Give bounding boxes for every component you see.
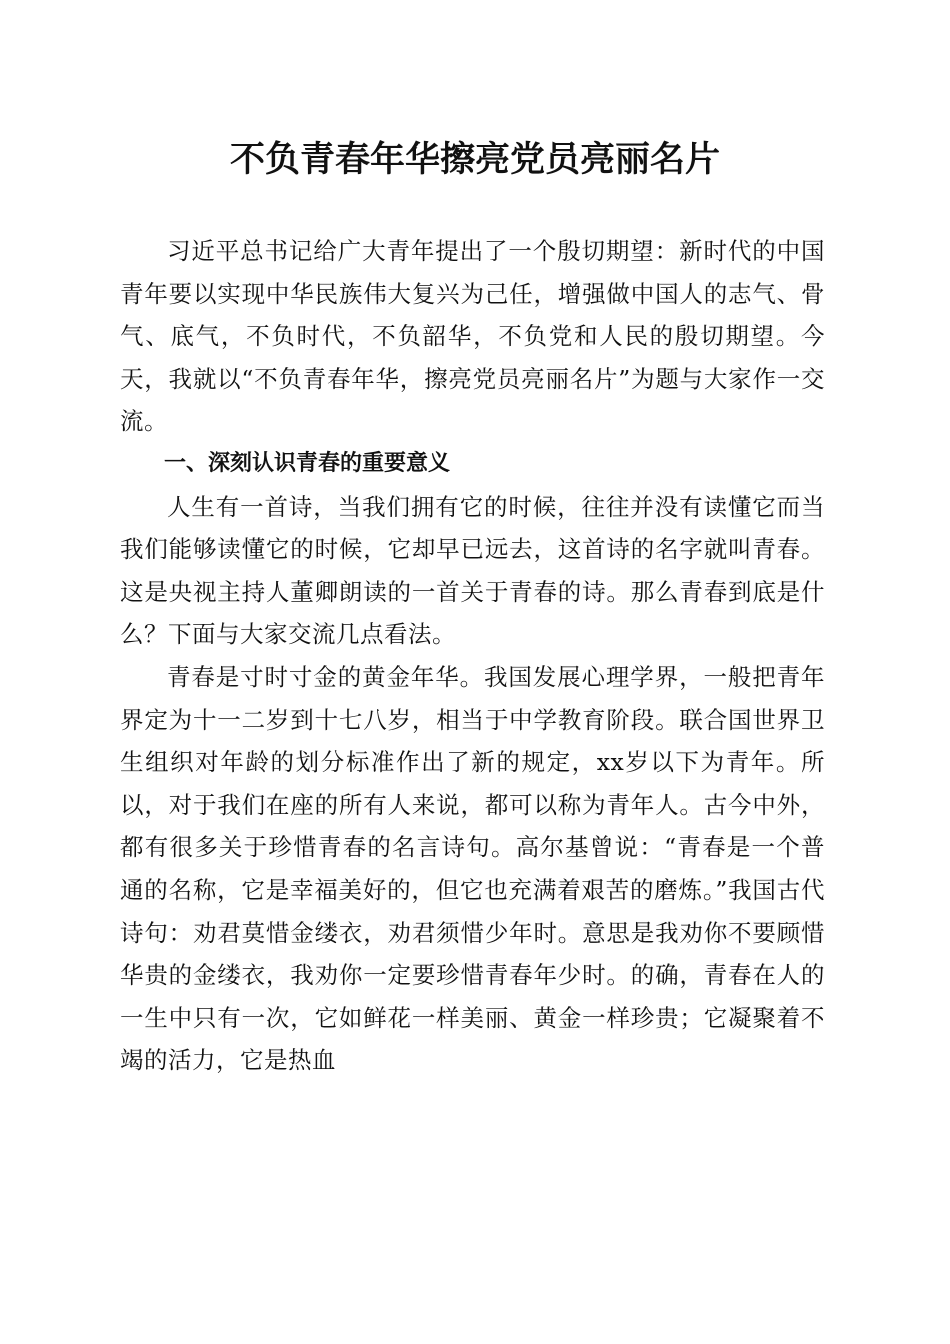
document-body <box>120 230 825 1082</box>
document-title: 不负青春年华擦亮党员亮丽名片 <box>229 139 720 180</box>
section-heading: 一、深刻认识青春的重要意义 <box>164 450 451 476</box>
paragraph-poem: 人生有一首诗，当我们拥有它的时候，往往并没有读懂它而当我们能够读懂它的时候，它却早已远去，这首诗的名字就叫青春。这是央视主持人董卿朗读的一首关于青春的诗。那么青春到底是什么？下面与大家交流几点看法。 <box>120 492 825 649</box>
paragraph-intro: 习近平总书记给广大青年提出了一个殷切期望：新时代的中国青年要以实现中华民族伟大复兴为己任，增强做中国人的志气、骨气、底气，不负时代，不负韶华，不负党和人民的殷切期望。今天，我就以“不负青春年华，擦亮党员亮丽名片”为题与大家作一交流。 <box>120 237 825 436</box>
paragraph-youth: 青春是寸时寸金的黄金年华。我国发展心理学界，一般把青年界定为十一二岁到十七八岁，相当于中学教育阶段。联合国世界卫生组织对年龄的划分标准作出了新的规定，xx岁以下为青年。所以，对于我们在座的所有人来说，都可以称为青年人。古今中外，都有很多关于珍惜青春的名言诗句。高尔基曾说：“青春是一个普通的名称，它是幸福美好的，但它也充满着艰苦的磨炼。”我国古代诗句：劝君莫惜金缕衣，劝君须惜少年时。意思是我劝你不要顾惜华贵的金缕衣，我劝你一定要珍惜青春年少时。的确，青春在人的一生中只有一次，它如鲜花一样美丽、黄金一样珍贵；它凝聚着不竭的活力，它是热血 <box>120 662 825 1075</box>
